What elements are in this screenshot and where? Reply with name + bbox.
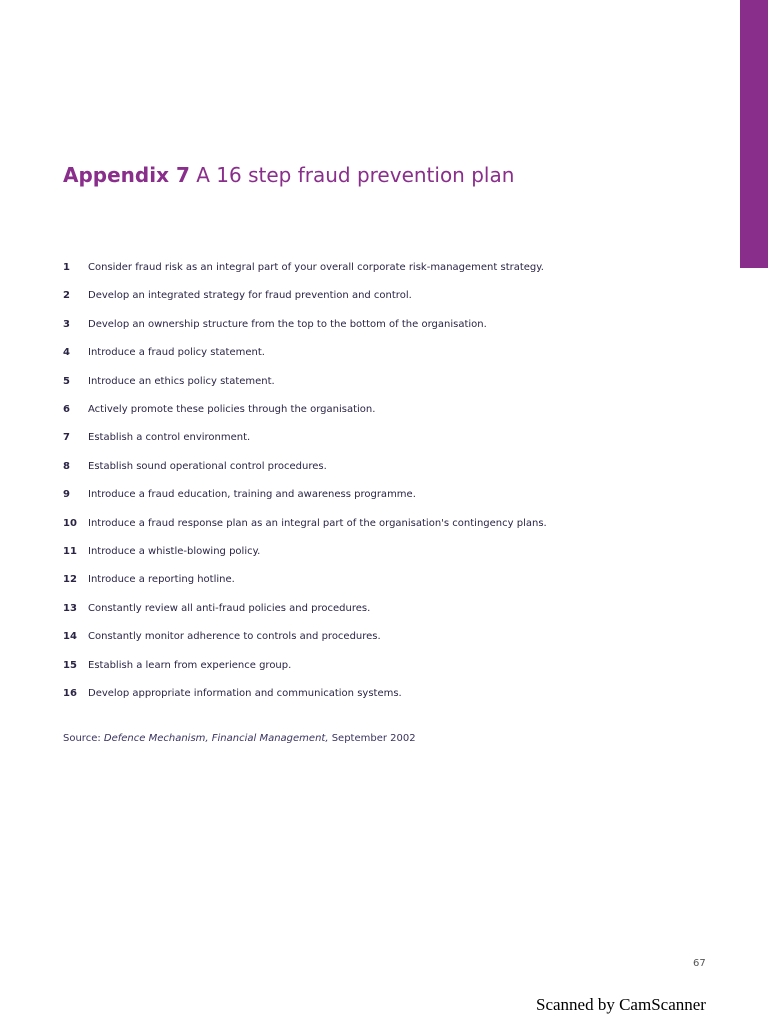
step-number: 5	[63, 375, 70, 387]
page-number: 67	[693, 958, 706, 969]
source-label: Source:	[63, 733, 101, 744]
step-number: 16	[63, 688, 77, 699]
step-number: 12	[63, 574, 77, 586]
step-number: 8	[63, 460, 70, 472]
step-number: 15	[63, 659, 77, 671]
step-text: Constantly review all anti-fraud policies and procedures.	[88, 602, 371, 614]
step-text: Introduce a whistle-blowing policy.	[88, 546, 261, 557]
step-text: Develop appropriate information and communication systems.	[88, 688, 402, 699]
title-text: A 16 step fraud prevention plan	[196, 163, 515, 187]
step-number: 13	[63, 602, 77, 614]
step-text: Introduce a fraud education, training and awareness programme.	[88, 489, 416, 501]
source-citation	[63, 733, 416, 744]
section-tab-bar	[740, 0, 768, 268]
step-number: 7	[63, 432, 70, 444]
step-text: Introduce an ethics policy statement.	[88, 375, 275, 387]
step-number: 4	[63, 347, 70, 359]
step-text: Establish a learn from experience group.	[88, 659, 292, 671]
page-title	[63, 163, 514, 187]
step-text: Develop an integrated strategy for fraud prevention and control.	[88, 290, 412, 302]
step-number: 2	[63, 290, 70, 302]
step-number: 3	[63, 318, 70, 330]
step-number: 11	[63, 546, 77, 557]
step-text: Consider fraud risk as an integral part of your overall corporate risk-management strategy.	[88, 262, 544, 273]
step-text: Introduce a fraud policy statement.	[88, 347, 265, 359]
step-text: Actively promote these policies through the organisation.	[88, 404, 376, 415]
step-text: Introduce a reporting hotline.	[88, 574, 235, 586]
source-date: September 2002	[331, 733, 416, 744]
step-text: Develop an ownership structure from the top to the bottom of the organisation.	[88, 318, 487, 330]
scanner-watermark: Scanned by CamScanner	[536, 995, 706, 1014]
step-number: 9	[63, 489, 70, 501]
step-text: Establish a control environment.	[88, 432, 251, 444]
step-number: 10	[63, 517, 77, 529]
step-text: Introduce a fraud response plan as an integral part of the organisation's contingency plans.	[88, 517, 547, 529]
step-number: 14	[63, 631, 77, 643]
source-publication: Defence Mechanism, Financial Management,	[103, 733, 329, 744]
title-appendix: Appendix 7	[63, 163, 190, 187]
step-text: Constantly monitor adherence to controls and procedures.	[88, 631, 381, 643]
step-text: Establish sound operational control procedures.	[88, 460, 327, 472]
step-number: 6	[63, 404, 70, 415]
step-number: 1	[63, 262, 70, 273]
